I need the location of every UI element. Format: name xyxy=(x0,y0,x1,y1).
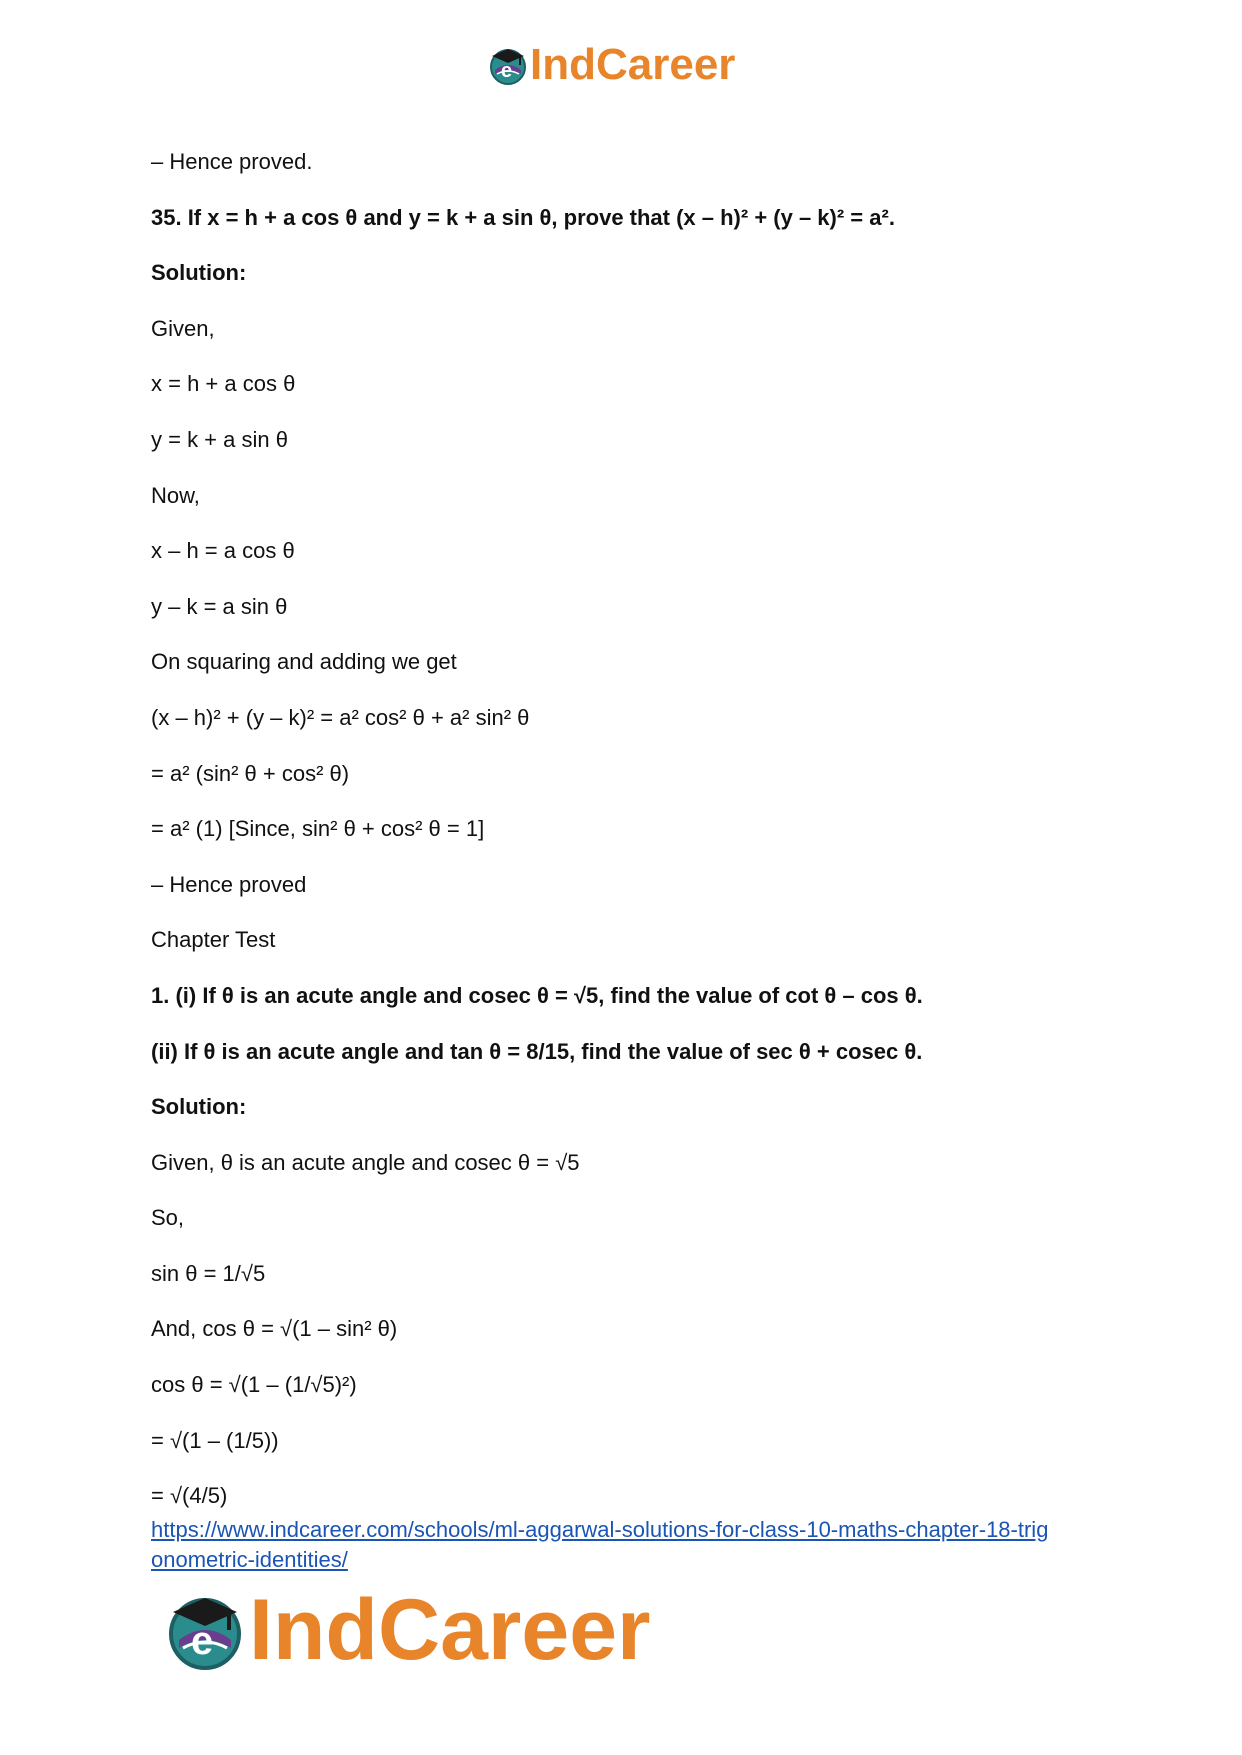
text-line: Given, θ is an acute angle and cosec θ = √5 xyxy=(151,1149,580,1175)
text-line: – Hence proved. xyxy=(151,149,313,174)
text-line: sin θ = 1/√5 xyxy=(151,1260,266,1286)
text-line: cos θ = √(1 – (1/√5)²) xyxy=(151,1372,357,1398)
text-line: y = k + a sin θ xyxy=(151,426,288,452)
source-link[interactable] xyxy=(151,1517,1048,1572)
text-line: On squaring and adding we get xyxy=(151,649,457,675)
bold-text-line: 35. If x = h + a cos θ and y = k + a sin θ, prove that (x – h)² + (y – k)² = a². xyxy=(151,204,895,230)
text-line: x = h + a cos θ xyxy=(151,371,296,397)
document-body xyxy=(151,148,1111,1538)
svg-text:e: e xyxy=(501,60,513,82)
logo-wordmark: IndCareer xyxy=(530,40,736,89)
text-line: Given, xyxy=(151,315,215,341)
source-link-line-1: https://www.indcareer.com/schools/ml-aggarwal-solutions-for-class-10-maths-chapter-18-trig xyxy=(151,1517,1049,1542)
source-link-block xyxy=(151,1515,1111,1575)
text-line: So, xyxy=(151,1205,185,1231)
footer-logo xyxy=(163,1580,651,1680)
bold-text-line: 1. (i) If θ is an acute angle and cosec θ = √5, find the value of cot θ – cos θ. xyxy=(151,982,923,1008)
text-line: = a² (sin² θ + cos² θ) xyxy=(151,760,350,786)
svg-text:e: e xyxy=(191,1619,214,1663)
header-logo xyxy=(487,40,735,90)
text-line: Now, xyxy=(151,482,200,508)
text-line: y – k = a sin θ xyxy=(151,593,288,619)
indcareer-globe-icon xyxy=(163,1588,247,1672)
text-line: = a² (1) [Since, sin² θ + cos² θ = 1] xyxy=(151,816,485,842)
text-line: = √(1 – (1/5)) xyxy=(151,1427,279,1453)
indcareer-globe-icon xyxy=(487,44,529,86)
logo-wordmark: IndCareer xyxy=(249,1582,651,1678)
text-line: (x – h)² + (y – k)² = a² cos² θ + a² sin² θ xyxy=(151,704,530,730)
bold-text-line: (ii) If θ is an acute angle and tan θ = 8/15, find the value of sec θ + cosec θ. xyxy=(151,1038,923,1064)
bold-text-line: Solution: xyxy=(151,1094,247,1120)
text-line: = √(4/5) xyxy=(151,1483,228,1509)
bold-text-line: Solution: xyxy=(151,260,247,286)
text-line: Chapter Test xyxy=(151,927,276,953)
text-line: x – h = a cos θ xyxy=(151,538,295,564)
text-line: And, cos θ = √(1 – sin² θ) xyxy=(151,1316,398,1342)
source-link-line-2: onometric-identities/ xyxy=(151,1547,348,1572)
text-line: – Hence proved xyxy=(151,871,307,897)
